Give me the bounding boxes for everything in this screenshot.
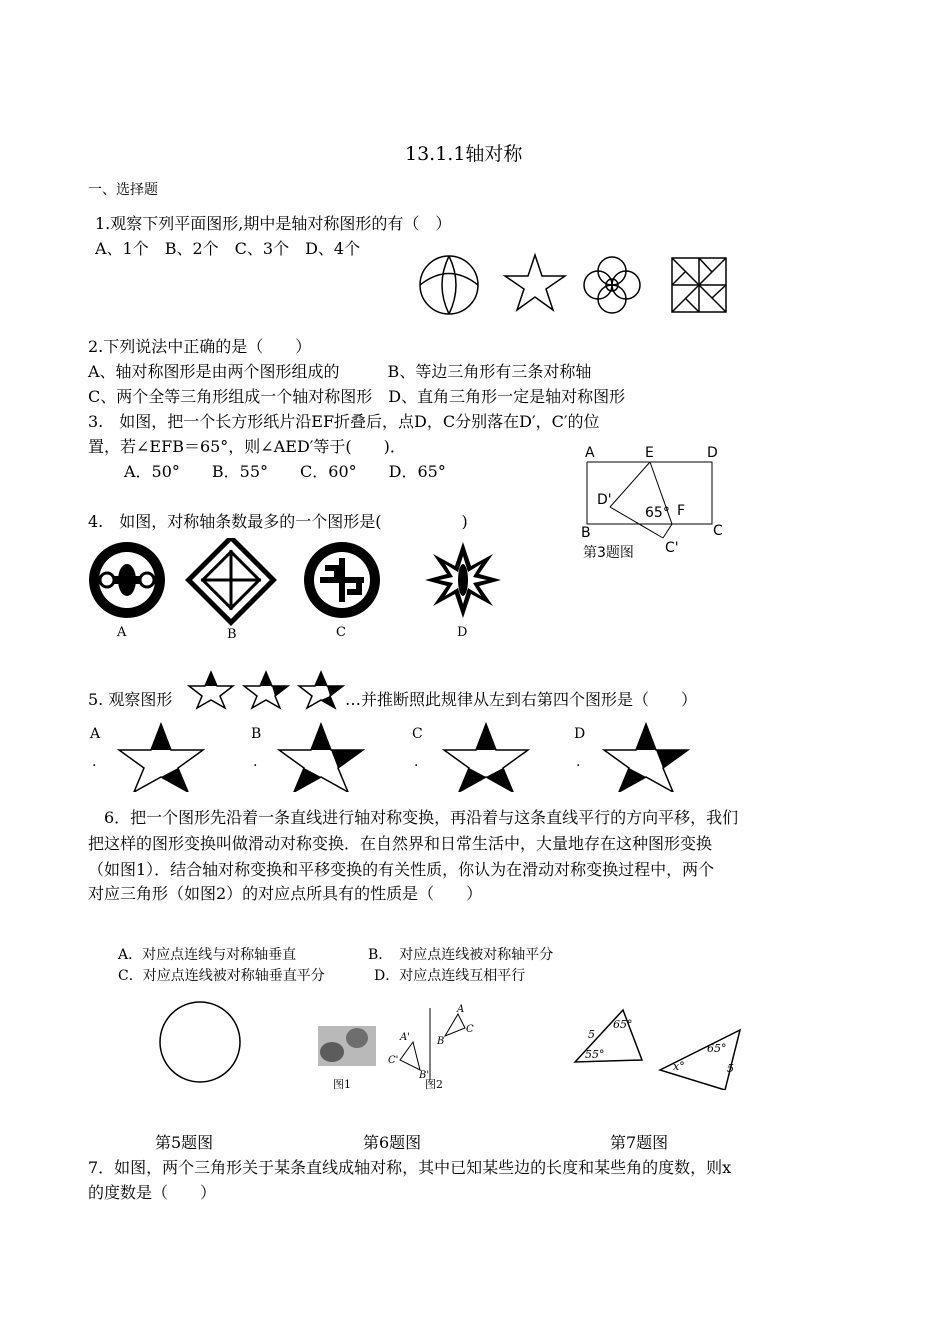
glide-reflection-figure [400,1008,465,1080]
caption-q6: 第6题图 [363,1133,422,1152]
q5-stem-a: 5. 观察图形 [88,690,173,709]
q1-stem: 1.观察下列平面图形,期中是轴对称图形的有（ ） [95,214,452,233]
q6-line3: （如图1）．结合轴对称变换和平移变换的有关性质，你认为在滑动对称变换过程中，两个 [88,860,715,879]
q4-stem: 4. 如图，对称轴条数最多的一个图形是( ) [88,512,468,531]
pinwheel-figure [672,258,726,312]
tri-label-C-prime: C' [388,1055,399,1066]
q6-option-c: C．对应点连线被对称轴垂直平分 [118,968,325,984]
q4-label-c: C [336,625,346,640]
emblem-b [189,538,274,622]
q3-line1: 3. 如图，把一个长方形纸片沿EF折叠后，点D，C分别落在D′，C′的位 [88,412,600,431]
q3-caption: 第3题图 [583,545,634,561]
q6-option-a: A．对应点连线与对称轴垂直 [118,947,297,963]
q6-option-b: B． 对应点连线被对称轴平分 [368,947,554,963]
label-D: D [707,445,718,461]
caption-q5: 第5题图 [155,1133,214,1152]
q5-dot-a: . [92,754,97,770]
label-D-prime: D' [597,492,612,508]
q2-stem: 2.下列说法中正确的是（ ） [88,337,312,356]
q3-line2: 置，若∠EFB＝65°，则∠AED′等于( )． [88,437,406,456]
q7-side-5-right: 5 [727,1062,734,1075]
q5-dot-b: . [253,754,258,770]
tri-label-B-prime: B' [419,1070,430,1081]
q1-options: A、1个 B、2个 C、3个 D、4个 [95,239,361,258]
q4-label-d: D [457,625,468,640]
q7-angle-x: x° [673,1060,685,1073]
label-F: F [677,503,686,519]
figures-row [155,1000,755,1090]
q5-dot-c: . [414,754,419,770]
label-A: A [585,445,595,461]
q6-line1: 6．把一个图形先沿着一条直线进行轴对称变换，再沿着与这条直线平行的方向平移，我们 [104,808,739,827]
tri-label-B: B [437,1036,445,1047]
q4-label-a: A [117,625,127,640]
emblem-d [425,542,501,618]
label-B: B [581,525,591,541]
q7-angle-55: 55° [585,1048,605,1061]
section-heading: 一、选择题 [88,182,158,198]
label-C: C [713,523,723,539]
q7-angle-65-left: 65° [613,1018,633,1031]
q2-line1: A、轴对称图形是由两个图形组成的 B、等边三角形有三条对称轴 [88,362,592,381]
q5-dot-d: . [576,754,581,770]
page-title: 13.1.1轴对称 [405,143,523,165]
q6-option-d: D．对应点连线互相平行 [374,968,526,984]
q5-options [88,722,708,792]
q7-line2: 的度数是（ ） [88,1183,217,1202]
q5-circle-figure [160,1002,240,1082]
tri-label-A-prime: A' [400,1032,410,1043]
q6-line2: 把这样的图形变换叫做滑动对称变换．在自然界和日常生活中，大量地存在这种图形变换 [88,834,713,853]
q4-figures [85,538,515,642]
q3-options: A．50° B．55° C．60° D．65° [124,462,446,481]
caption-q7: 第7题图 [610,1133,669,1152]
circle-petals-figure [420,256,478,314]
q3-figure [575,440,745,570]
tri-label-C: C [466,1024,474,1035]
q5-option-d: D [574,726,586,742]
tri-label-A: A [457,1004,465,1015]
q7-angle-65-right: 65° [707,1042,727,1055]
label-angle: 65° [645,505,670,521]
q5-option-b: B [251,726,262,742]
q6-line4: 对应三角形（如图2）的对应点所具有的性质是（ ） [88,884,483,903]
label-C-prime: C' [665,540,679,556]
q7-side-5-left: 5 [588,1028,595,1041]
flower-figure [584,257,640,313]
q5-option-a: A [90,726,101,742]
leaves-photo [318,1026,376,1066]
label-E: E [645,445,654,461]
q5-stem-b: …并推断照此规律从左到右第四个图形是（ ） [345,690,698,709]
emblem-c [304,542,380,618]
q1-figures [415,252,735,318]
q4-label-b: B [227,627,237,642]
fig1-label: 图1 [333,1078,351,1090]
emblem-a [89,542,165,618]
q5-option-c: C [412,726,423,742]
fig2-label: 图2 [425,1078,443,1090]
q2-line2: C、两个全等三角形组成一个轴对称图形 D、直角三角形一定是轴对称图形 [88,387,626,406]
q7-line1: 7．如图，两个三角形关于某条直线成轴对称，其中已知某些边的长度和某些角的度数，则x [88,1158,732,1177]
star-figure [505,255,565,310]
q5-star-sequence [186,670,346,710]
